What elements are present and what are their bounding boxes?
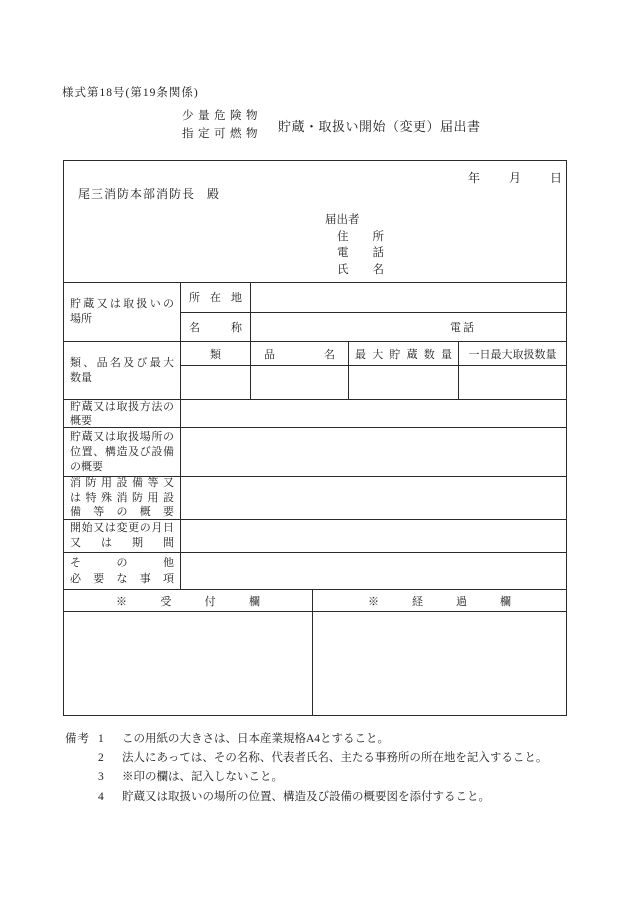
quantity-header-row [181,342,566,365]
remarks-caption: 備考 [65,733,90,745]
product-name-value-cell [251,366,349,399]
method-summary-value-cell [181,400,566,427]
progress-value-cell [313,612,566,715]
form-title-category-line2: 指定可燃物 [182,128,262,140]
form-title-category [182,107,262,143]
form-title-main: 貯蔵・取扱い開始（変更）届出書 [278,118,481,134]
remark-item: 4 貯蔵又は取扱いの場所の位置、構造及び設備の概要図を添付すること。 [98,790,490,803]
structure-summary-value-cell [181,428,566,476]
remark-item: 備考 1 この用紙の大きさは、日本産業規格A4とすること。 [65,730,547,749]
subrow-name [181,312,566,342]
form-title-category-line1: 少量危険物 [182,110,262,122]
location-sublabel: 所在地 [181,283,251,312]
storage-place-label: 貯蔵又は取扱いの 場所 [64,283,181,341]
row-fire-equipment [64,476,566,519]
fire-equipment-label: 消防用設備等又 は特殊消防用設 備等の概要 [64,477,181,519]
other-items-value-cell [181,553,566,589]
name-label: 氏名 [337,263,408,276]
class-value-cell [181,366,251,399]
month-label: 月 [508,171,521,185]
other-items-label: その他 必要な事項 [64,553,181,589]
class-quantity-label: 類、品名及び最大 数量 [64,342,181,399]
start-date-label: 開始又は変更の月日 又は期間 [64,520,181,552]
max-daily-column-header: 一日最大取扱数量 [468,348,557,361]
addressee-honorific: 殿 [207,187,221,201]
product-name-column-header: 品名 [251,342,349,365]
fire-equipment-value-cell [181,477,566,519]
day-label: 日 [549,171,562,185]
reception-column-header: ※受付欄 [64,590,313,611]
row-other-items [64,552,566,589]
subrow-location [181,283,566,312]
row-reception-headers [64,589,566,611]
location-value-cell [251,283,566,312]
row-storage-place [64,282,566,341]
class-column-header: 類 [181,342,251,365]
reception-value-cell [64,612,313,715]
max-storage-value-cell [349,366,459,399]
start-date-value-cell [181,520,566,552]
remarks-block [65,730,547,807]
row-method-summary [64,399,566,427]
max-daily-value-cell [459,366,566,399]
quantity-value-row [181,365,566,399]
row-structure-summary [64,427,566,476]
name-sublabel: 名称 [181,313,251,342]
name-value-cell [251,313,566,342]
progress-column-header: ※経過欄 [368,595,511,608]
form-title [182,107,481,143]
table-header-area [64,161,566,282]
row-class-quantity [64,341,566,399]
form-number: 様式第18号(第19条関係) [62,87,199,99]
row-start-date [64,519,566,552]
remark-item: 3 ※印の欄は、記入しないこと。 [98,771,283,784]
method-summary-label: 貯蔵又は取扱方法の 概要 [64,400,181,427]
structure-summary-label: 貯蔵又は取扱場所の 位置、構造及び設備 の概要 [64,428,181,476]
max-storage-column-header: 最大貯蔵数量 [349,342,459,365]
notifier-label: 届出者 [325,214,360,226]
phone-label: 電話 [337,247,408,259]
main-form-table [63,160,567,716]
year-label: 年 [467,171,480,185]
addressee-name: 尾三消防本部消防長 [78,187,196,201]
notifier-block [325,212,408,278]
remark-item: 2 法人にあっては、その名称、代表者氏名、主たる事務所の所在地を記入すること。 [98,752,548,765]
date-field [468,169,562,186]
address-label: 住所 [337,230,408,243]
phone-inline-label: 電話 [450,321,476,334]
addressee [78,185,220,202]
row-reception-body [64,611,566,715]
